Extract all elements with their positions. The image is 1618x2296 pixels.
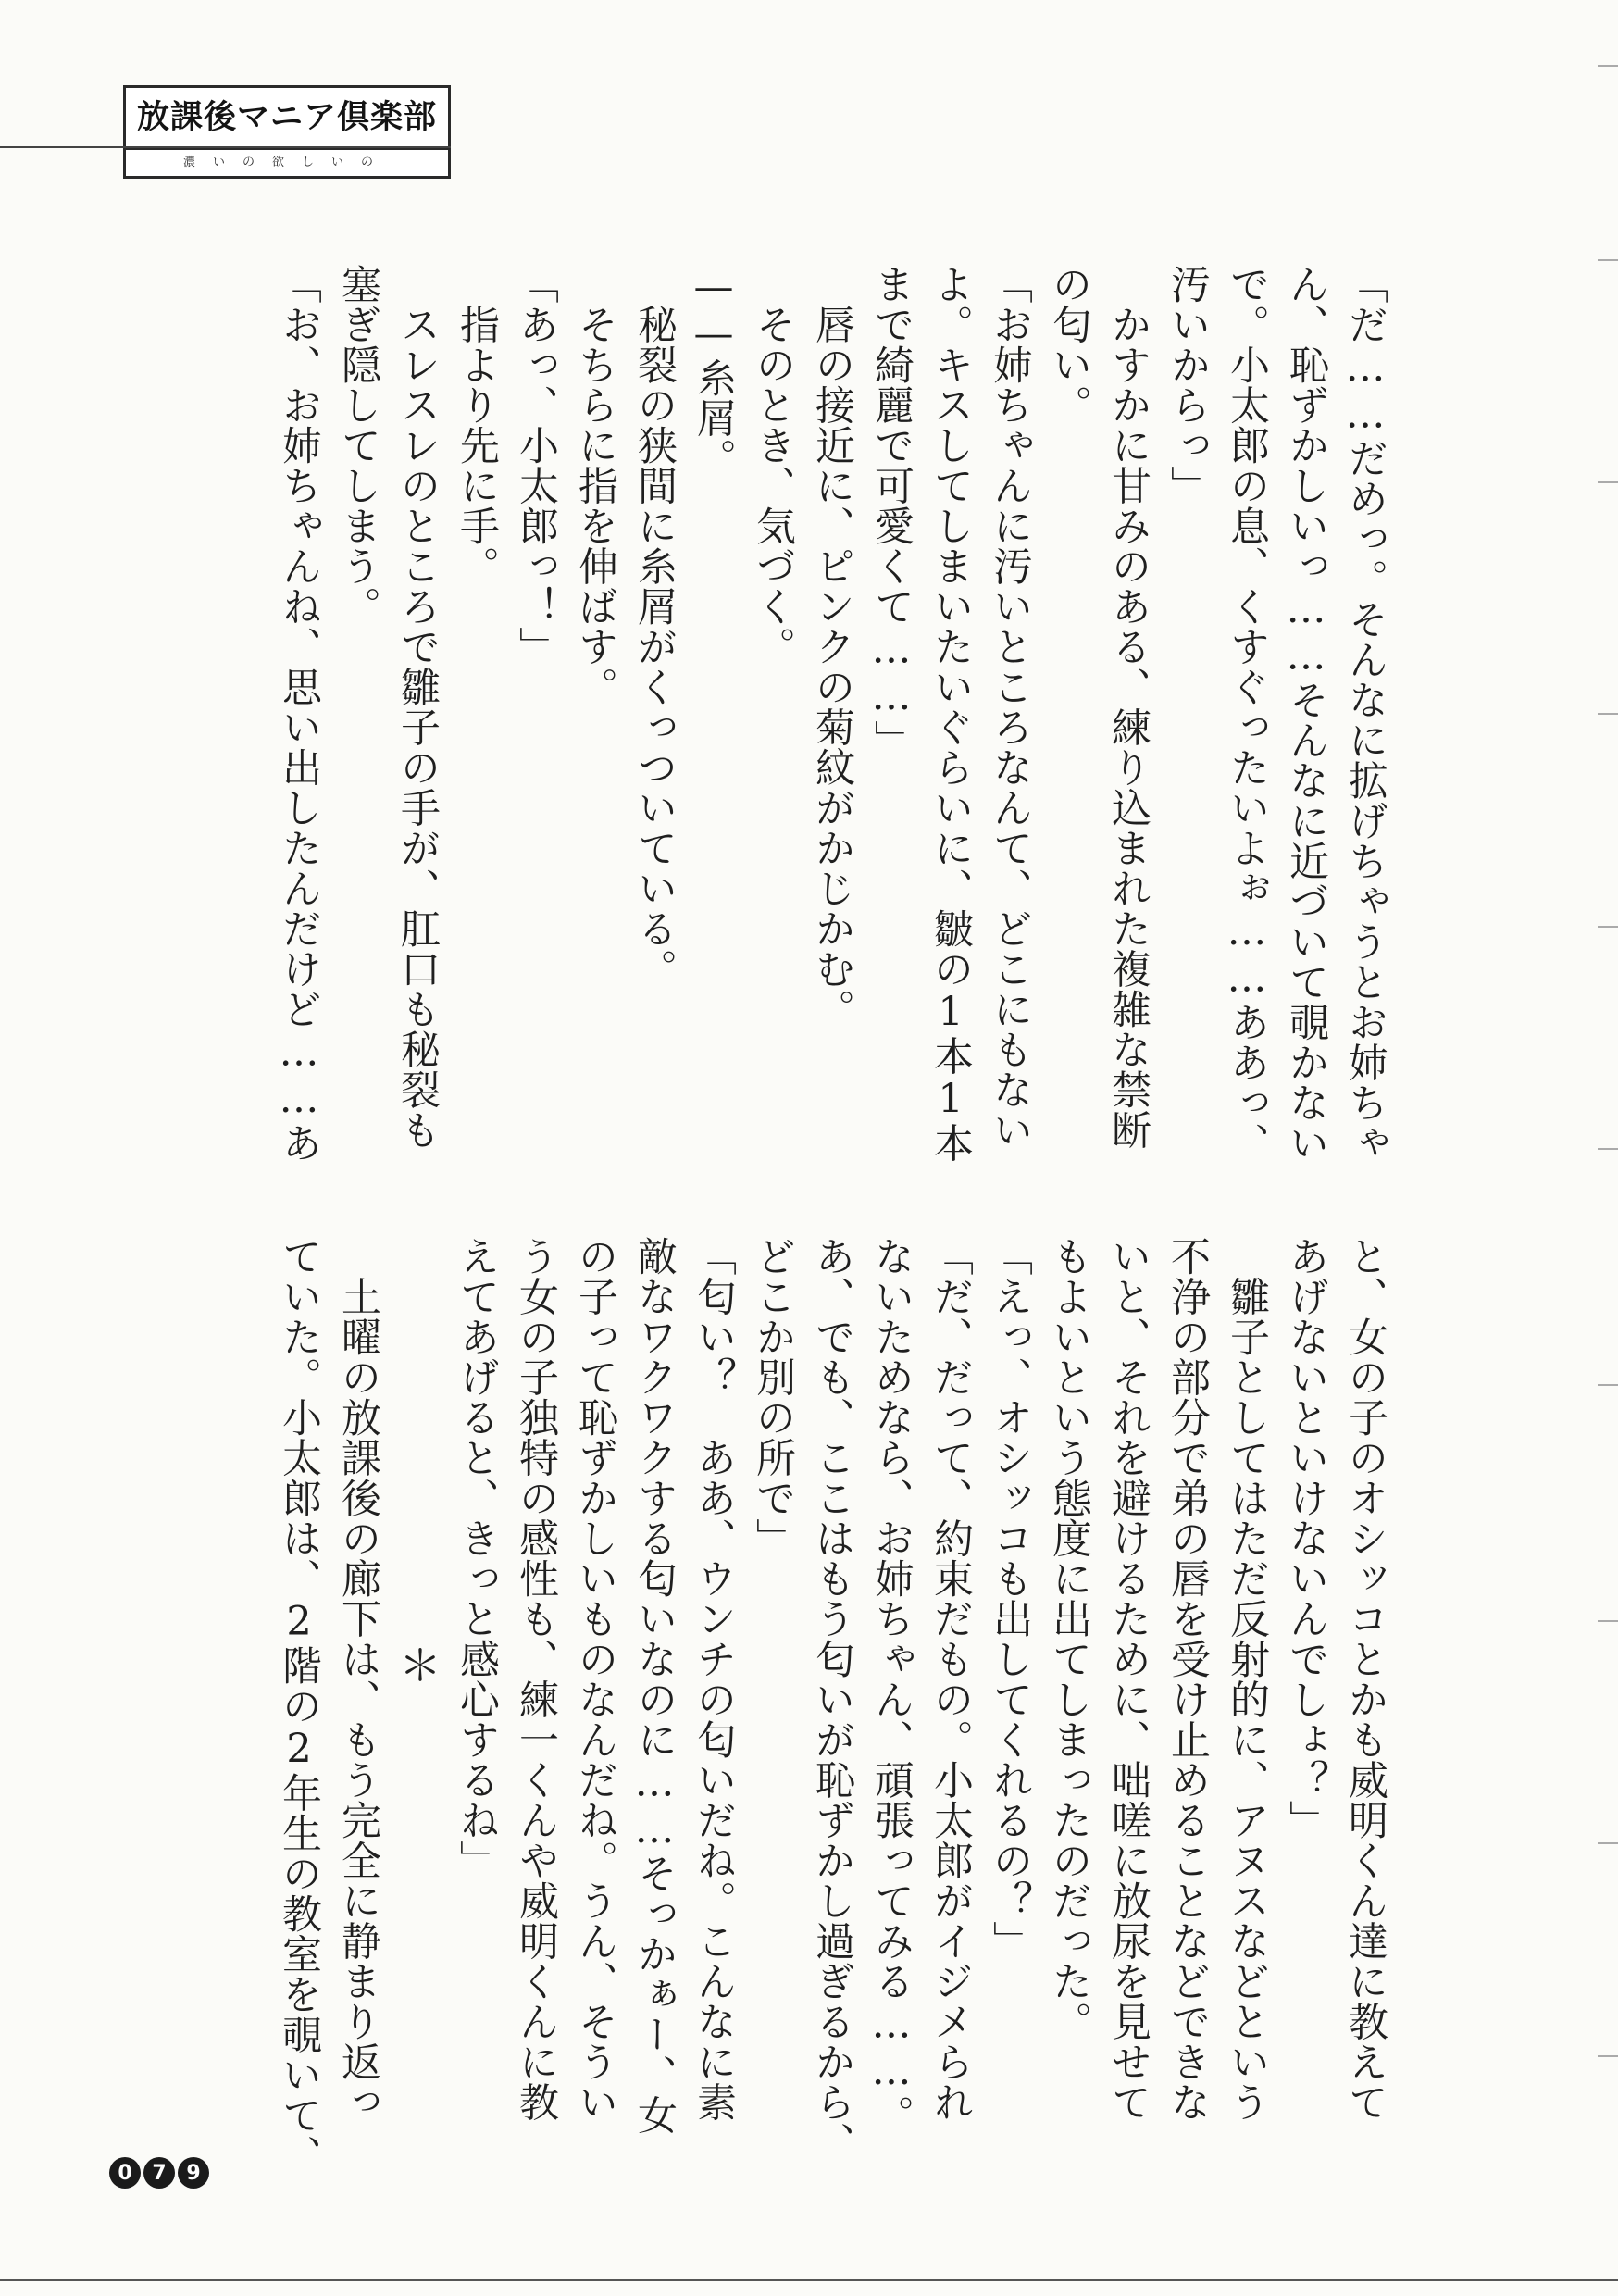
text-column: ん、恥ずかしいっ……そんなに近づいて覗かない [1283,264,1329,1163]
text-column: う女の子独特の感性も、練一くんや威明くんに教 [513,1236,559,2122]
text-column: 汚いからっ」 [1164,264,1211,505]
running-header [123,85,451,179]
text-column: 「だ、だって、約束だもの。小太郎がイジメられ [927,1236,974,2122]
page-number-digit: 9 [178,2157,209,2189]
text-column: あ、でも、ここはもう匂いが恥ずかし過ぎるから、 [809,1236,855,2163]
text-column: そのとき、気づく。 [750,264,796,667]
text-column: の匂い。 [1046,264,1092,425]
text-column: と、女の子のオシッコとかも威明くん達に教えて [1342,1236,1388,2122]
text-column: 秘裂の狭間に糸屑がくっついている。 [631,264,678,989]
text-column: えてあげると、きっと感心するね」 [454,1236,500,1880]
text-column: ないためなら、お姉ちゃん、頑張ってみる……。 [868,1236,915,2135]
text-column: 不浄の部分で弟の唇を受け止めることなどできな [1164,1236,1211,2122]
text-column: 土曜の放課後の廊下は、もう完全に静まり返っ [335,1236,381,2122]
page-number [109,2157,209,2189]
header-rule [0,146,451,148]
text-column: どこか別の所で」 [750,1236,796,1558]
text-column: スレスレのところで雛子の手が、肛口も秘裂も [394,264,441,1150]
text-column: いと、それを避けるために、咄嗟に放尿を見せて [1105,1236,1151,2122]
scene-break-asterisk: ＊ [392,1643,442,1687]
text-column: 「だ……だめっ。そんなに拡げちゃうとお姉ちゃ [1342,264,1388,1163]
text-column: 「匂い？ ああ、ウンチの匂いだね。こんなに素 [691,1236,737,2122]
text-block-top [259,264,1388,1180]
text-column: ——糸屑。 [691,264,737,479]
text-column: 雛子としてはただ反射的に、アヌスなどという [1224,1236,1270,2122]
text-column: そちらに指を伸ばす。 [572,264,618,707]
header-title: 放課後マニア倶楽部 [123,85,451,147]
page-bottom-edge [0,2279,1618,2281]
text-column: かすかに甘みのある、練り込まれた複雑な禁断 [1105,264,1151,1150]
text-column: もよいという態度に出てしまったのだった。 [1046,1236,1092,2041]
text-column: ていた。小太郎は、2階の2年生の教室を覗いて、 [276,1236,322,2176]
text-column: 塞ぎ隠してしまう。 [335,264,381,627]
text-column: 「えっ、オシッコも出してくれるの？」 [987,1236,1033,1961]
text-block-bottom [259,1236,1388,2176]
text-column: 「お姉ちゃんに汚いところなんて、どこにもない [987,264,1033,1150]
text-column: 敵なワクワクする匂いなのに……そっかぁー、女 [631,1236,678,2135]
page-number-digit: 0 [109,2157,141,2189]
text-column: 指より先に手。 [454,264,500,586]
header-subtitle: 濃いの欲しいの [123,147,451,179]
text-column: の子って恥ずかしいものなんだね。うん、そうい [572,1236,618,2122]
text-column: で。小太郎の息、くすぐったいよぉ……ああっ、 [1224,264,1270,1163]
text-column: 「あっ、小太郎っ！」 [513,264,559,667]
text-column: 「お、お姉ちゃんね、思い出したんだけど……あ [276,264,322,1163]
margin-ticks [1590,0,1618,2296]
text-column: よ。キスしてしまいたいぐらいに、皺の1本1本 [927,264,974,1163]
text-column: まで綺麗で可愛くて……」 [868,264,915,760]
page-number-digit: 7 [143,2157,175,2189]
text-column: あげないといけないんでしょ？」 [1283,1236,1329,1841]
text-column: 唇の接近に、ピンクの菊紋がかじかむ。 [809,264,855,1029]
